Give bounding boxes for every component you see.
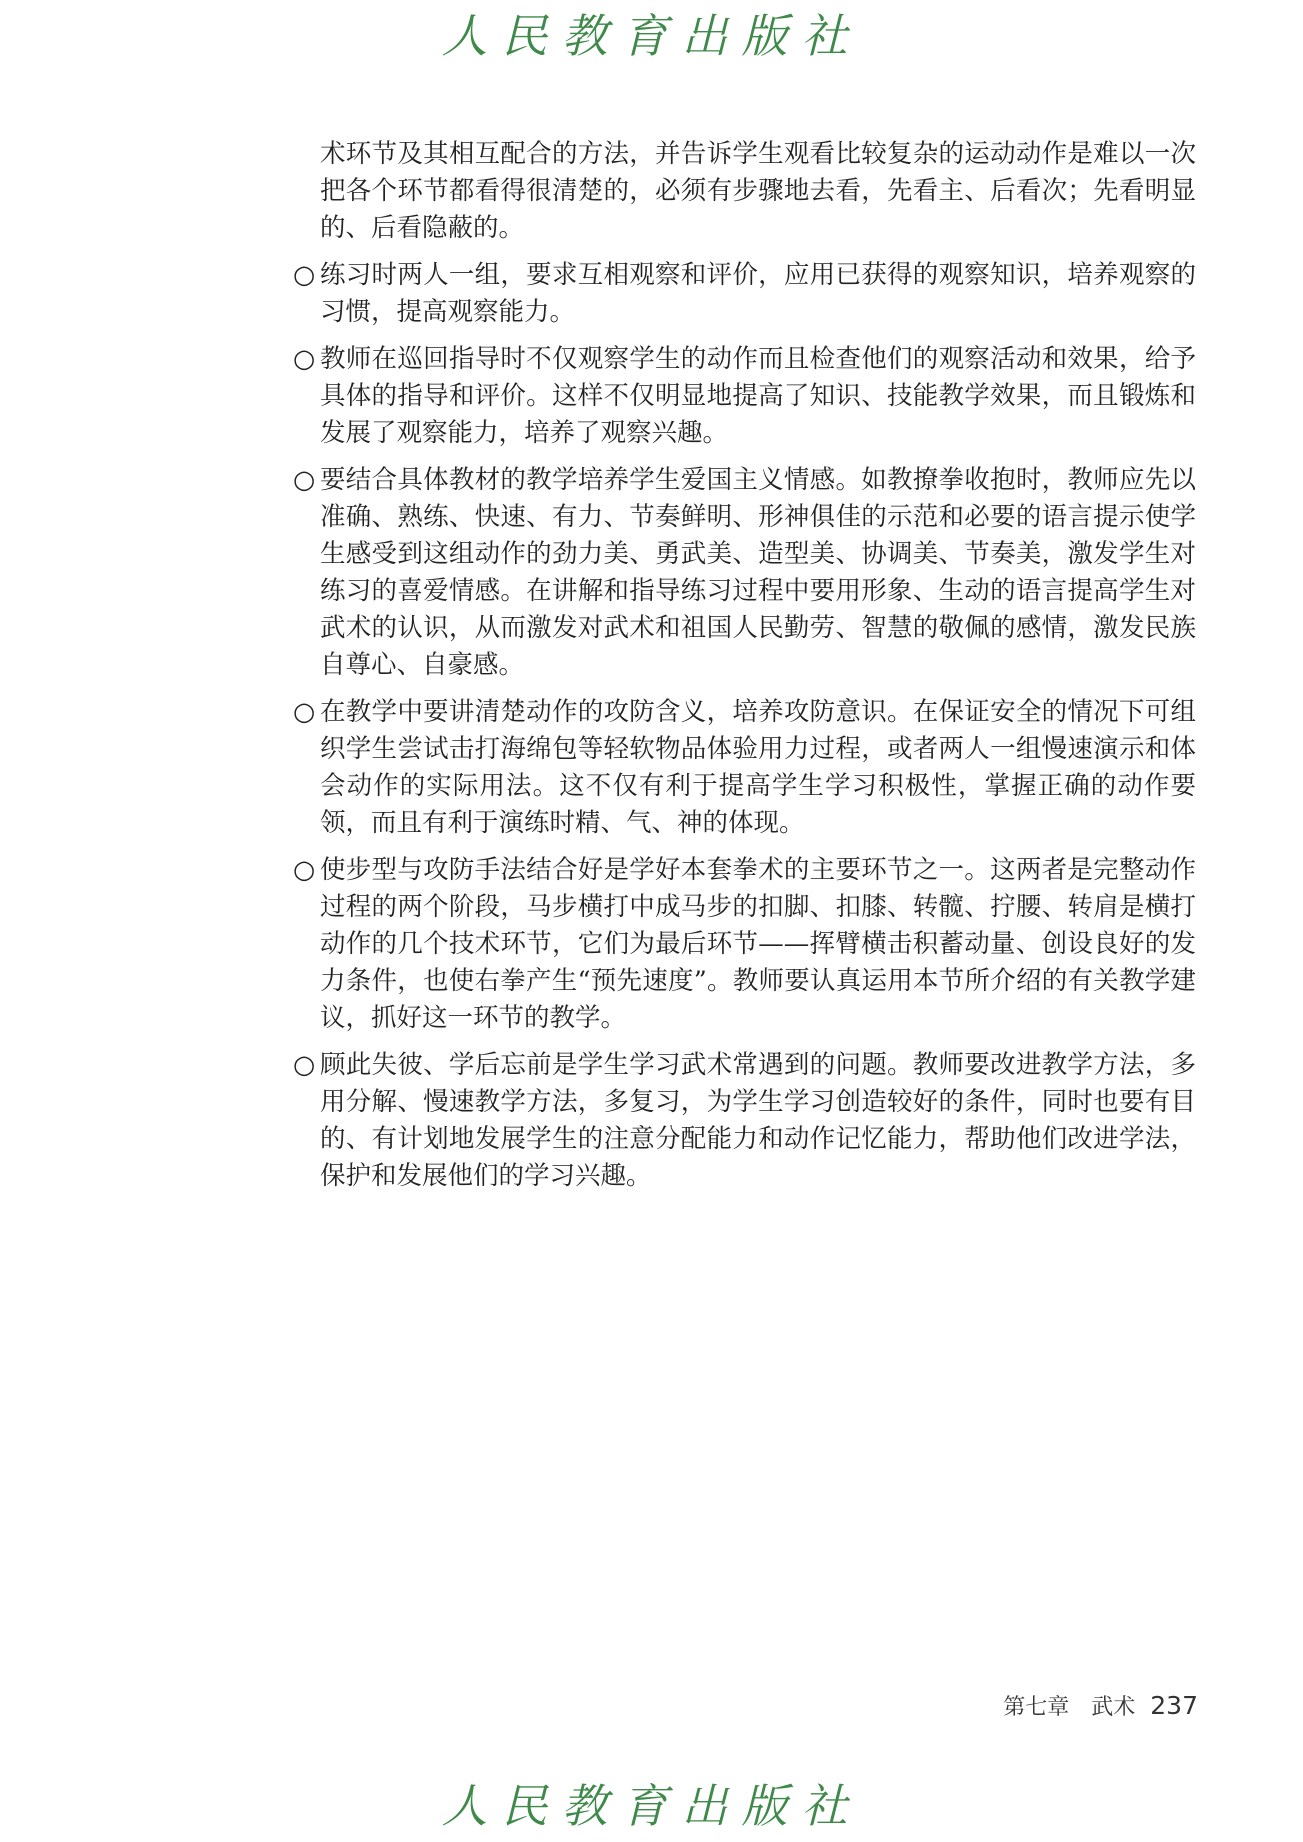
bullet-item	[293, 694, 1196, 842]
circle-bullet-icon: ○	[293, 465, 316, 495]
bullet-item	[293, 257, 1196, 331]
bullet-item	[293, 462, 1196, 684]
publisher-logo-bottom: 人民教育出版社	[441, 1779, 862, 1833]
circle-bullet-icon: ○	[293, 344, 316, 374]
circle-bullet-icon: ○	[293, 260, 316, 290]
bullet-item	[293, 852, 1196, 1037]
page-number: 237	[1150, 1691, 1198, 1720]
bullet-item	[293, 1047, 1196, 1195]
bullet-item-text: 顾此失彼、学后忘前是学生学习武术常遇到的问题。教师要改进教学方法，多用分解、慢速教学方法，多复习，为学生学习创造较好的条件，同时也要有目的、有计划地发展学生的注意分配能力和动作记忆能力，帮助他们改进学法，保护和发展他们的学习兴趣。	[320, 1050, 1196, 1191]
bullet-item-text: 教师在巡回指导时不仅观察学生的动作而且检查他们的观察活动和效果，给予具体的指导和评价。这样不仅明显地提高了知识、技能教学效果，而且锻炼和发展了观察能力，培养了观察兴趣。	[320, 344, 1196, 448]
circle-bullet-icon: ○	[293, 1050, 316, 1080]
bullet-item-text: 使步型与攻防手法结合好是学好本套拳术的主要环节之一。这两者是完整动作过程的两个阶段，马步横打中成马步的扣脚、扣膝、转髋、拧腰、转肩是横打动作的几个技术环节，它们为最后环节——挥臂横击积蓄动量、创设良好的发力条件，也使右拳产生“预先速度”。教师要认真运用本节所介绍的有关教学建议，抓好这一环节的教学。	[320, 855, 1196, 1033]
circle-bullet-icon: ○	[293, 697, 316, 727]
page-body	[293, 136, 1196, 1205]
bullet-item-text: 在教学中要讲清楚动作的攻防含义，培养攻防意识。在保证安全的情况下可组织学生尝试击打海绵包等轻软物品体验用力过程，或者两人一组慢速演示和体会动作的实际用法。这不仅有利于提高学生学习积极性，掌握正确的动作要领，而且有利于演练时精、气、神的体现。	[320, 697, 1196, 838]
continuation-paragraph: 术环节及其相互配合的方法，并告诉学生观看比较复杂的运动动作是难以一次把各个环节都看得很清楚的，必须有步骤地去看，先看主、后看次；先看明显的、后看隐蔽的。	[320, 139, 1196, 243]
chapter-label: 第七章 武术	[1003, 1695, 1136, 1720]
circle-bullet-icon: ○	[293, 855, 316, 885]
bullet-item	[293, 341, 1196, 452]
bullet-item-text: 要结合具体教材的教学培养学生爱国主义情感。如教撩拳收抱时，教师应先以准确、熟练、快速、有力、节奏鲜明、形神俱佳的示范和必要的语言提示使学生感受到这组动作的劲力美、勇武美、造型美、协调美、节奏美，激发学生对练习的喜爱情感。在讲解和指导练习过程中要用形象、生动的语言提高学生对武术的认识，从而激发对武术和祖国人民勤劳、智慧的敬佩的感情，激发民族自尊心、自豪感。	[320, 465, 1196, 680]
page-footer	[1003, 1690, 1198, 1721]
publisher-logo-top: 人民教育出版社	[441, 9, 862, 63]
bullet-item-text: 练习时两人一组，要求互相观察和评价，应用已获得的观察知识，培养观察的习惯，提高观察能力。	[320, 260, 1196, 327]
